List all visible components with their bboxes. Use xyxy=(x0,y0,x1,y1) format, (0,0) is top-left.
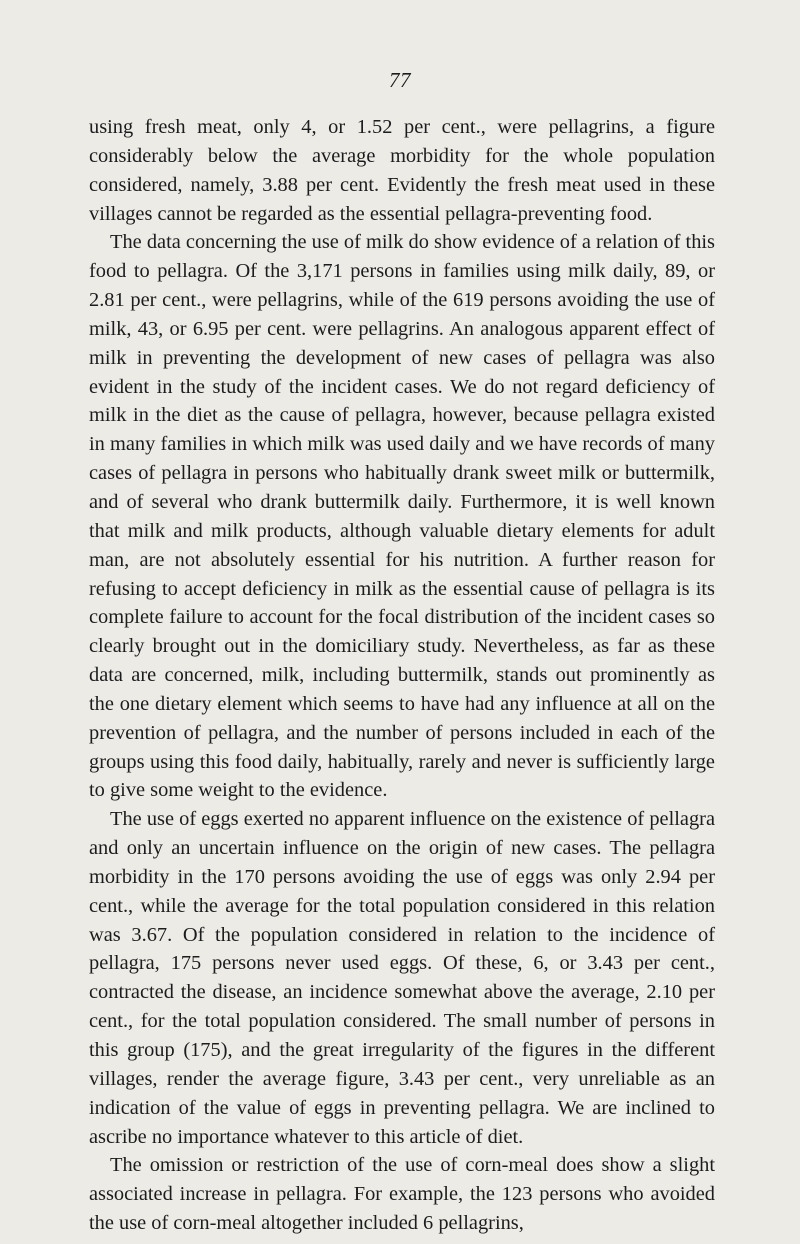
page-number: 77 xyxy=(389,68,411,92)
paragraph-fresh-meat-continued: using fresh meat, only 4, or 1.52 per cent., were pellagrins, a figure considerably below the average morbidity for the whole population considered, namely, 3.88 per cent. Evidently the fresh meat used in these villages cannot be regarded as the essential pellagra-preventing food. xyxy=(89,116,715,225)
paragraph-milk: The data concerning the use of milk do show evidence of a relation of this food to pellagra. Of the 3,171 persons in families using milk daily, 89, or 2.81 per cent., were pellagrins, while of the 619 persons avoiding the use of milk, 43, or 6.95 per cent. were pellagrins. An analogous apparent effect of milk in preventing the development of new cases of pellagra was also evident in the study of the incident cases. We do not regard deficiency of milk in the diet as the cause of pellagra, however, because pellagra existed in many families in which milk was used daily and we have records of many cases of pellagra in persons who habitually drank sweet milk or buttermilk, and of several who drank buttermilk daily. Furthermore, it is well known that milk and milk products, although valuable dietary elements for adult man, are not absolutely essential for his nutrition. A further reason for refusing to accept deficiency in milk as the essential cause of pellagra is its complete failure to account for the focal distribution of the incident cases so clearly brought out in the domiciliary study. Nevertheless, as far as these data are concerned, milk, including buttermilk, stands out prominently as the one dietary element which seems to have had any influence at all on the prevention of pellagra, and the number of persons included in each of the groups using this food daily, habitually, rarely and never is sufficiently large to give some weight to the evidence. xyxy=(89,231,715,802)
body-text xyxy=(89,113,715,1238)
paragraph-eggs: The use of eggs exerted no apparent influence on the existence of pellagra and only an uncertain influence on the origin of new cases. The pellagra morbidity in the 170 persons avoiding the use of eggs was only 2.94 per cent., while the average for the total population considered in this relation was 3.67. Of the population considered in relation to the incidence of pellagra, 175 persons never used eggs. Of these, 6, or 3.43 per cent., contracted the disease, an incidence somewhat above the average, 2.10 per cent., for the total population considered. The small number of persons in this group (175), and the great irregularity of the figures in the different villages, render the average figure, 3.43 per cent., very unreliable as an indication of the value of eggs in preventing pellagra. We are inclined to ascribe no importance whatever to this article of diet. xyxy=(89,808,715,1148)
paragraph-corn-meal: The omission or restriction of the use of corn-meal does show a slight associated increase in pellagra. For example, the 123 persons who avoided the use of corn-meal altogether included 6 pellagrins, xyxy=(89,1154,715,1235)
